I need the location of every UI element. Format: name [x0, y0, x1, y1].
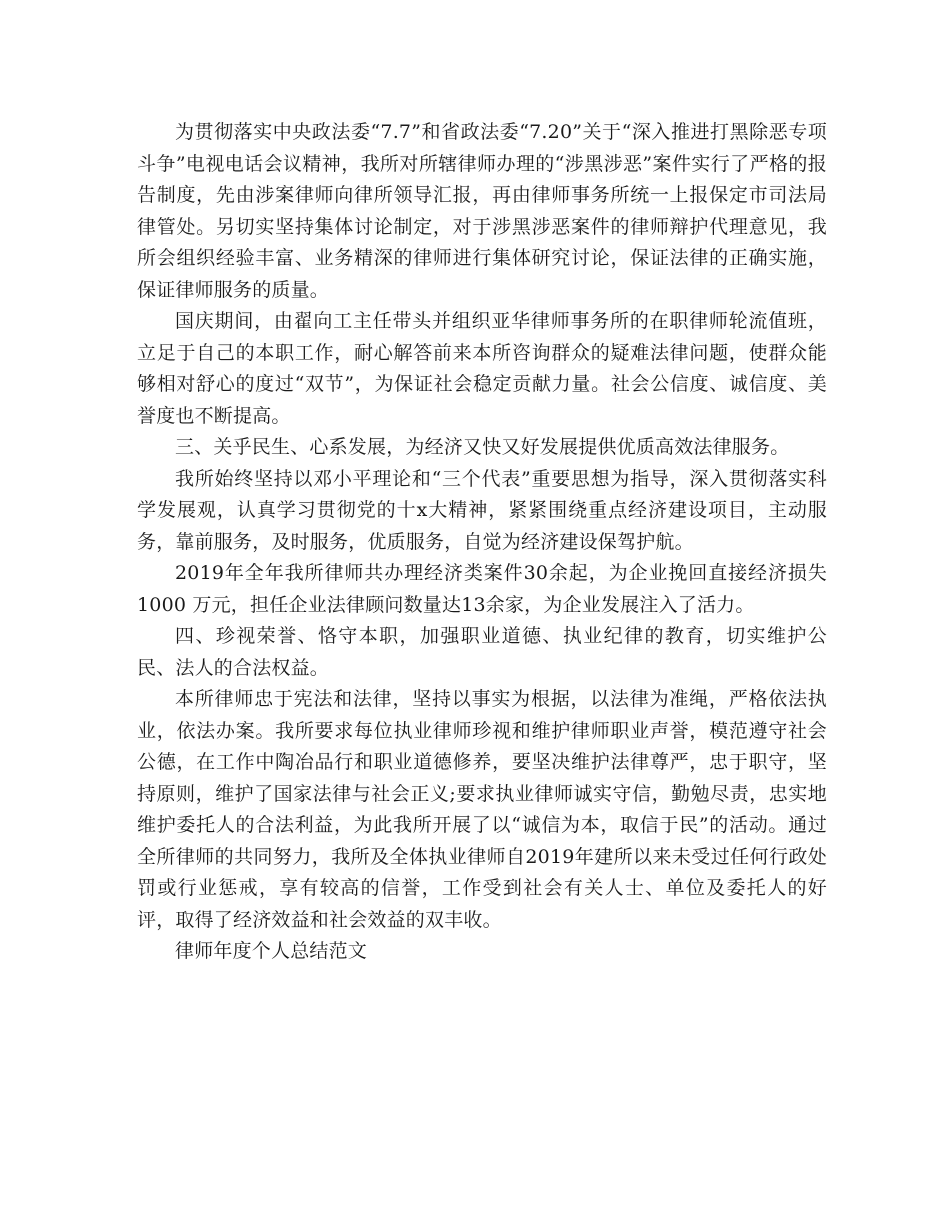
paragraph-professional-ethics: 本所律师忠于宪法和法律，坚持以事实为根据，以法律为准绳，严格依法执业，依法办案。我所要求每位执业律师珍视和维护律师职业声誉，模范遵守社会公德，在工作中陶冶品行和职业道德修养，要坚决维护法律尊严，忠于职守，坚持原则，维护了国家法律与社会正义;要求执业律师诚实守信，勤勉尽责，忠实地维护委托人的合法利益，为此我所开展了以“诚信为本，取信于民”的活动。通过全所律师的共同努力，我所及全体执业律师自2019年建所以来未受过任何行政处罚或行业惩戒，享有较高的信誉，工作受到社会有关人士、单位及委托人的好评，取得了经济效益和社会效益的双丰收。 [137, 688, 827, 931]
paragraph-economic-guidance: 我所始终坚持以邓小平理论和“三个代表”重要思想为指导，深入贯彻落实科学发展观，认真学习贯彻党的十x大精神，紧紧围绕重点经济建设项目，主动服务，靠前服务，及时服务，优质服务，自觉为经济建设保驾护航。 [137, 467, 827, 553]
paragraph-special-campaign-reporting: 为贯彻落实中央政法委“7.7”和省政法委“7.20”关于“深入推进打黑除恶专项斗争”电视电话会议精神，我所对所辖律师办理的“涉黑涉恶”案件实行了严格的报告制度，先由涉案律师向律所领导汇报，再由律师事务所统一上报保定市司法局律管处。另切实坚持集体讨论制定，对于涉黑涉恶案件的律师辩护代理意见，我所会组织经验丰富、业务精深的律师进行集体研究讨论，保证法律的正确实施，保证律师服务的质量。 [137, 121, 827, 301]
section-heading-three: 三、关乎民生、心系发展，为经济又快又好发展提供优质高效法律服务。 [175, 436, 790, 458]
section-heading-four: 四、珍视荣誉、恪守本职，加强职业道德、执业纪律的教育，切实维护公民、法人的合法权益。 [137, 625, 827, 679]
paragraph-national-day-duty: 国庆期间，由翟向工主任带头并组织亚华律师事务所的在职律师轮流值班，立足于自己的本职工作，耐心解答前来本所咨询群众的疑难法律问题，使群众能够相对舒心的度过“双节”，为保证社会稳定贡献力量。社会公信度、诚信度、美誉度也不断提高。 [137, 310, 827, 427]
paragraph-economic-cases: 2019年全年我所律师共办理经济类案件30余起，为企业挽回直接经济损失1000 万元，担任企业法律顾问数量达13余家，为企业发展注入了活力。 [137, 562, 827, 616]
paragraph-closing-title: 律师年度个人总结范文 [175, 940, 368, 962]
document-body [137, 117, 827, 968]
